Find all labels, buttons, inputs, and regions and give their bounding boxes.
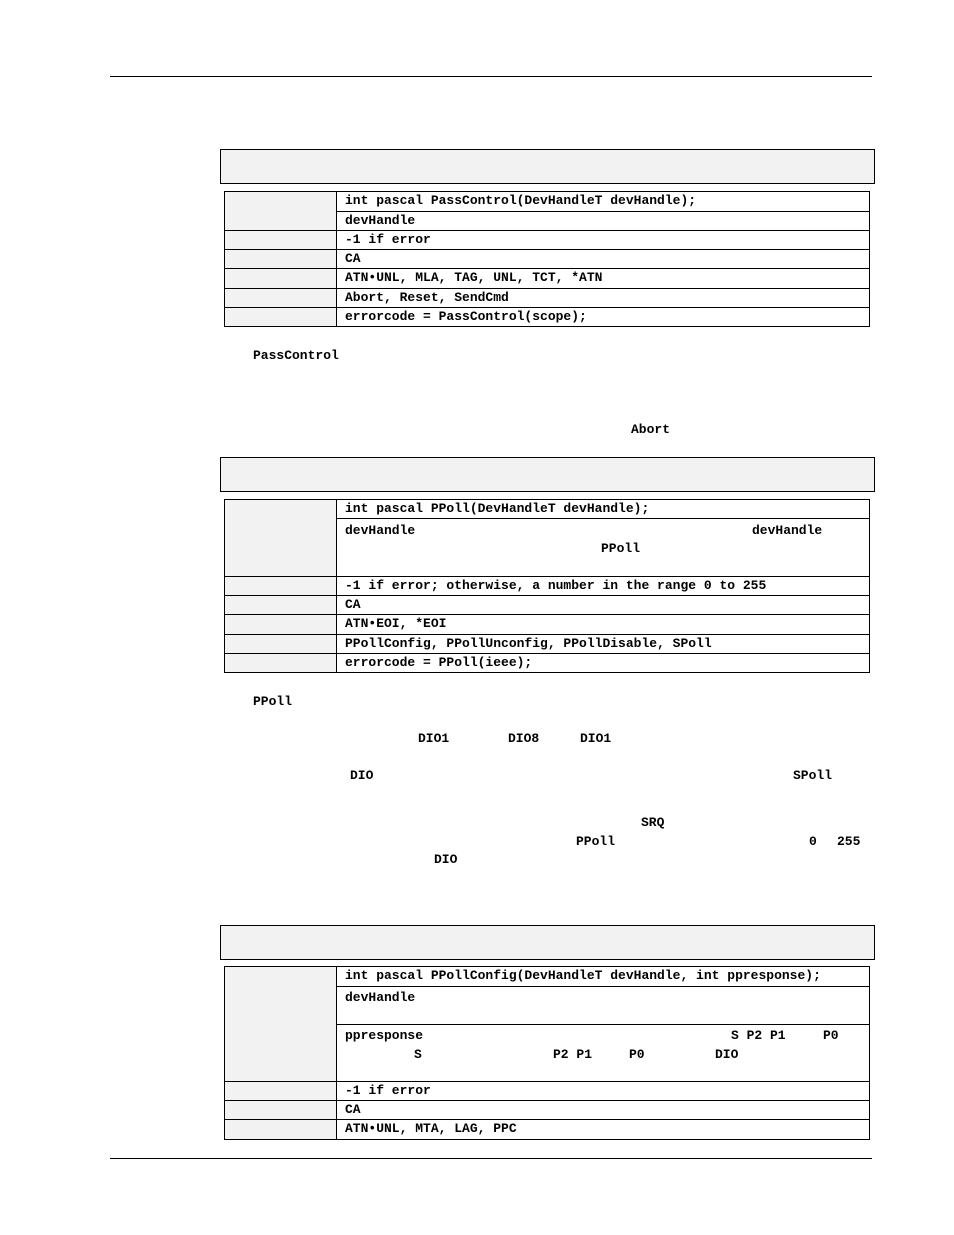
ppoll-spec-table — [224, 499, 870, 673]
row-label — [225, 596, 337, 615]
row-label — [225, 654, 337, 673]
dio2-text: DIO — [434, 852, 458, 867]
dio-text: DIO — [350, 768, 374, 783]
header-rule — [110, 76, 872, 77]
param2-p0: P0 — [823, 1028, 839, 1043]
abort-ref-text: Abort — [631, 422, 671, 437]
row-label — [225, 615, 337, 635]
ppoll-name-text: PPoll — [253, 694, 293, 709]
ppoll-ref-text: PPoll — [576, 834, 616, 849]
ppollconfig-heading-box — [220, 925, 875, 960]
param-name: devHandle — [345, 523, 416, 538]
passcontrol-heading-box — [220, 149, 875, 184]
dio1-text: DIO1 — [418, 731, 450, 746]
row-label — [225, 269, 337, 289]
param-cell: devHandle — [337, 212, 870, 231]
passcontrol-name-text: PassControl — [253, 348, 339, 363]
mode-cell: CA — [337, 1101, 870, 1120]
spoll-text: SPoll — [793, 768, 833, 783]
row-label — [225, 289, 337, 308]
param2-bits2: P2 P1 — [553, 1047, 593, 1062]
param-cell — [337, 519, 870, 577]
row-label — [225, 192, 337, 231]
param-ref: devHandle — [752, 523, 823, 538]
row-label — [225, 1082, 337, 1101]
param-ref2: PPoll — [601, 541, 641, 556]
ppollconfig-spec-table — [224, 966, 870, 1140]
row-label — [225, 500, 337, 577]
row-label — [225, 250, 337, 269]
row-label — [225, 967, 337, 1082]
row-label — [225, 1101, 337, 1120]
see-also-cell: PPollConfig, PPollUnconfig, PPollDisable, SPoll — [337, 635, 870, 654]
bus-states-cell: ATN•EOI, *EOI — [337, 615, 870, 635]
row-label — [225, 308, 337, 327]
footer-rule — [110, 1158, 872, 1159]
dio8-text: DIO8 — [508, 731, 540, 746]
bus-states-cell: ATN•UNL, MTA, LAG, PPC — [337, 1120, 870, 1140]
see-also-cell: Abort, Reset, SendCmd — [337, 289, 870, 308]
row-label — [225, 577, 337, 596]
row-label — [225, 1120, 337, 1140]
returns-cell: -1 if error — [337, 231, 870, 250]
param2-cell — [337, 1025, 870, 1082]
param2-p0b: P0 — [629, 1047, 645, 1062]
n255-text: 255 — [837, 834, 861, 849]
example-cell: errorcode = PPoll(ieee); — [337, 654, 870, 673]
srq-text: SRQ — [641, 815, 665, 830]
returns-cell: -1 if error — [337, 1082, 870, 1101]
mode-cell: CA — [337, 596, 870, 615]
prototype-cell: int pascal PPoll(DevHandleT devHandle); — [337, 500, 870, 519]
zero-text: 0 — [809, 834, 817, 849]
returns-cell: -1 if error; otherwise, a number in the range 0 to 255 — [337, 577, 870, 596]
dio1b-text: DIO1 — [580, 731, 612, 746]
example-cell: errorcode = PassControl(scope); — [337, 308, 870, 327]
mode-cell: CA — [337, 250, 870, 269]
row-label — [225, 231, 337, 250]
prototype-cell: int pascal PassControl(DevHandleT devHandle); — [337, 192, 870, 212]
param1-cell: devHandle — [337, 987, 870, 1025]
passcontrol-spec-table — [224, 191, 870, 327]
param2-s: S — [414, 1047, 422, 1062]
bus-states-cell: ATN•UNL, MLA, TAG, UNL, TCT, *ATN — [337, 269, 870, 289]
prototype-cell: int pascal PPollConfig(DevHandleT devHandle, int ppresponse); — [337, 967, 870, 987]
param2-dio: DIO — [715, 1047, 739, 1062]
ppoll-heading-box — [220, 457, 875, 492]
param2-bits: S P2 P1 — [731, 1028, 786, 1043]
row-label — [225, 635, 337, 654]
param2-name: ppresponse — [345, 1028, 424, 1043]
